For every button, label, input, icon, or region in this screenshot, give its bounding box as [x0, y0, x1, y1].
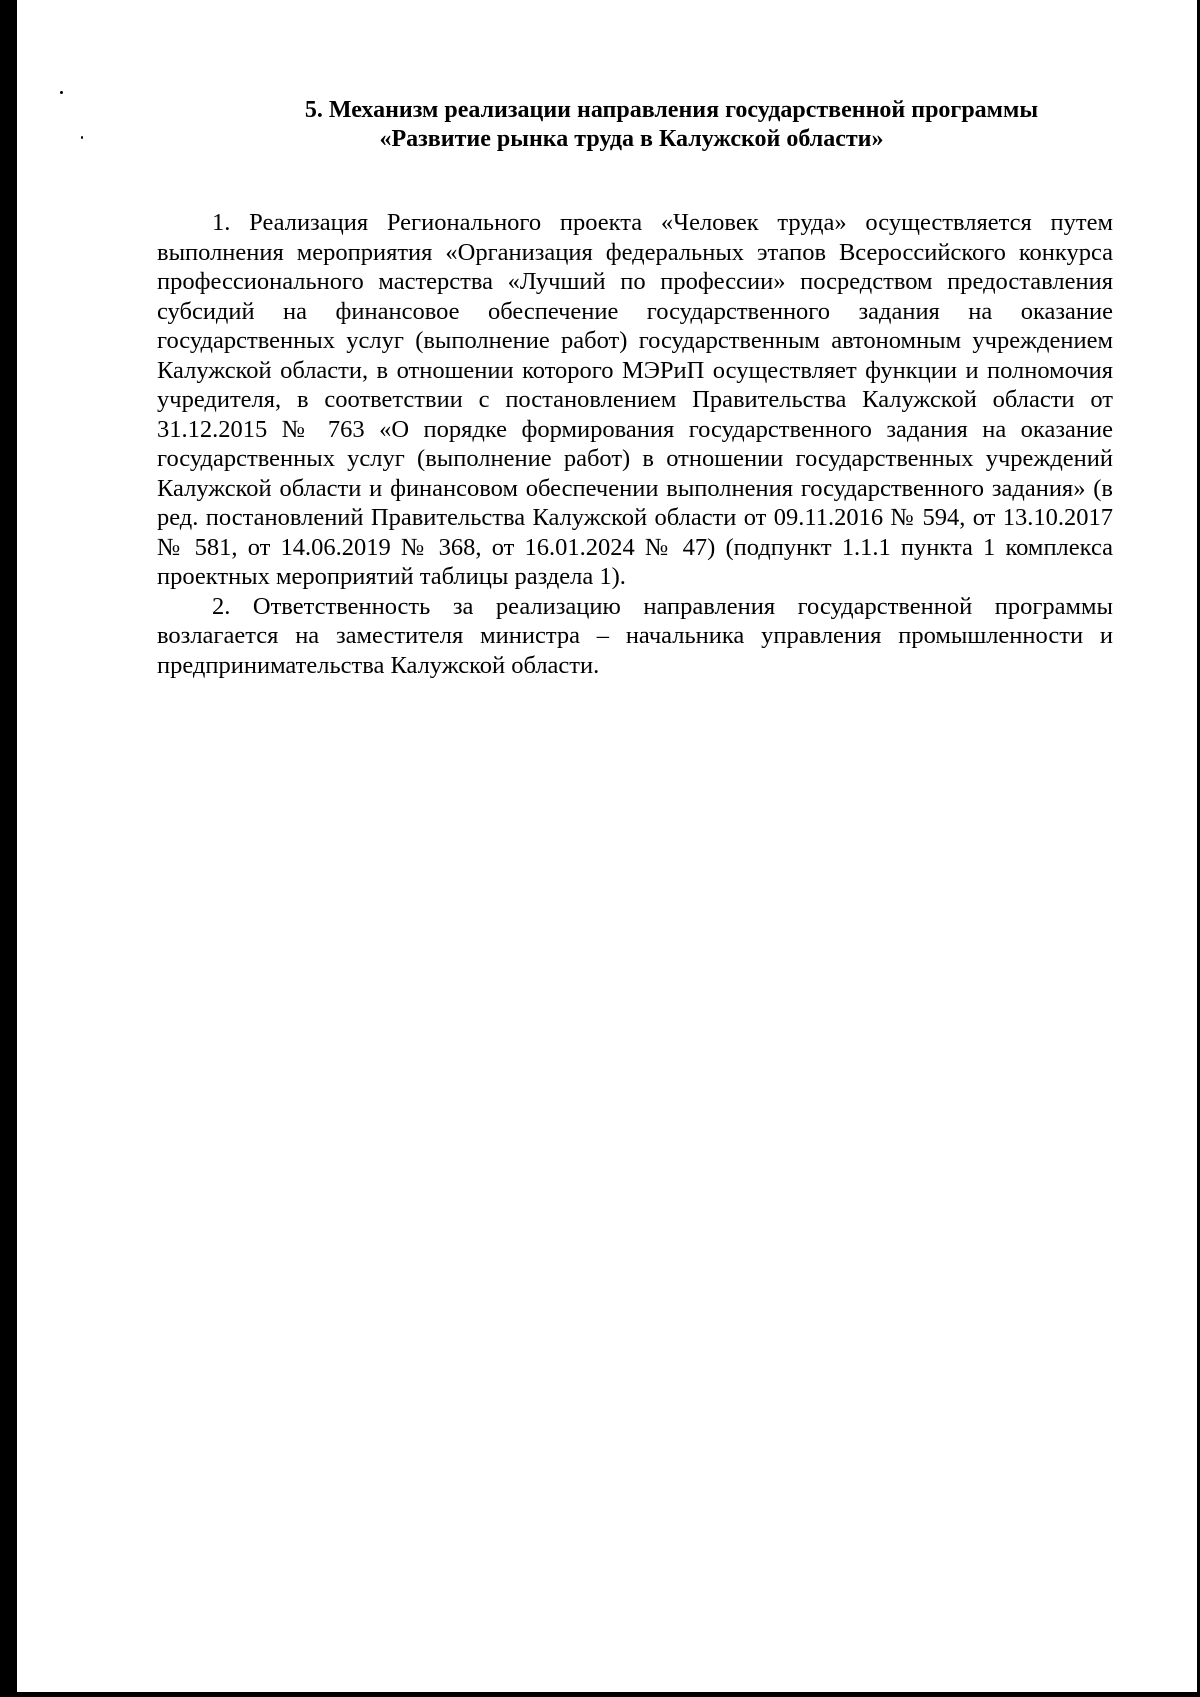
- scan-speck: [81, 136, 83, 139]
- paragraph-2: 2. Ответственность за реализацию направления государственной программы возлагается на заместителя министра – начальника управления промышленности и предпринимательства Калужской области.: [157, 592, 1113, 679]
- scan-border-bottom: [0, 1692, 1200, 1697]
- document-body: [157, 208, 1113, 680]
- scan-speck: [60, 91, 63, 94]
- section-heading: [150, 96, 1113, 154]
- section-heading-line-2: «Развитие рынка труда в Калужской области»: [379, 126, 884, 152]
- paragraph-1: 1. Реализация Регионального проекта «Человек труда» осуществляется путем выполнения мероприятия «Организация федеральных этапов Всероссийского конкурса профессионального мастерства «Лучший по профессии» посредством предоставления субсидий на финансовое обеспечение государственного задания на оказание государственных услуг (выполнение работ) государственным автономным учреждением Калужской области, в отношении которого МЭРиП осуществляет функции и полномочия учредителя, в соответствии с постановлением Правительства Калужской области от 31.12.2015 № 763 «О порядке формирования государственного задания на оказание государственных услуг (выполнение работ) в отношении государственных учреждений Калужской области и финансовом обеспечении выполнения государственного задания» (в ред. постановлений Правительства Калужской области от 09.11.2016 № 594, от 13.10.2017 № 581, от 14.06.2019 № 368, от 16.01.2024 № 47) (подпункт 1.1.1 пункта 1 комплекса проектных мероприятий таблицы раздела 1).: [157, 209, 1113, 590]
- section-heading-line-1: 5. Механизм реализации направления государственной программы: [304, 97, 1039, 123]
- scan-border-left: [0, 0, 17, 1697]
